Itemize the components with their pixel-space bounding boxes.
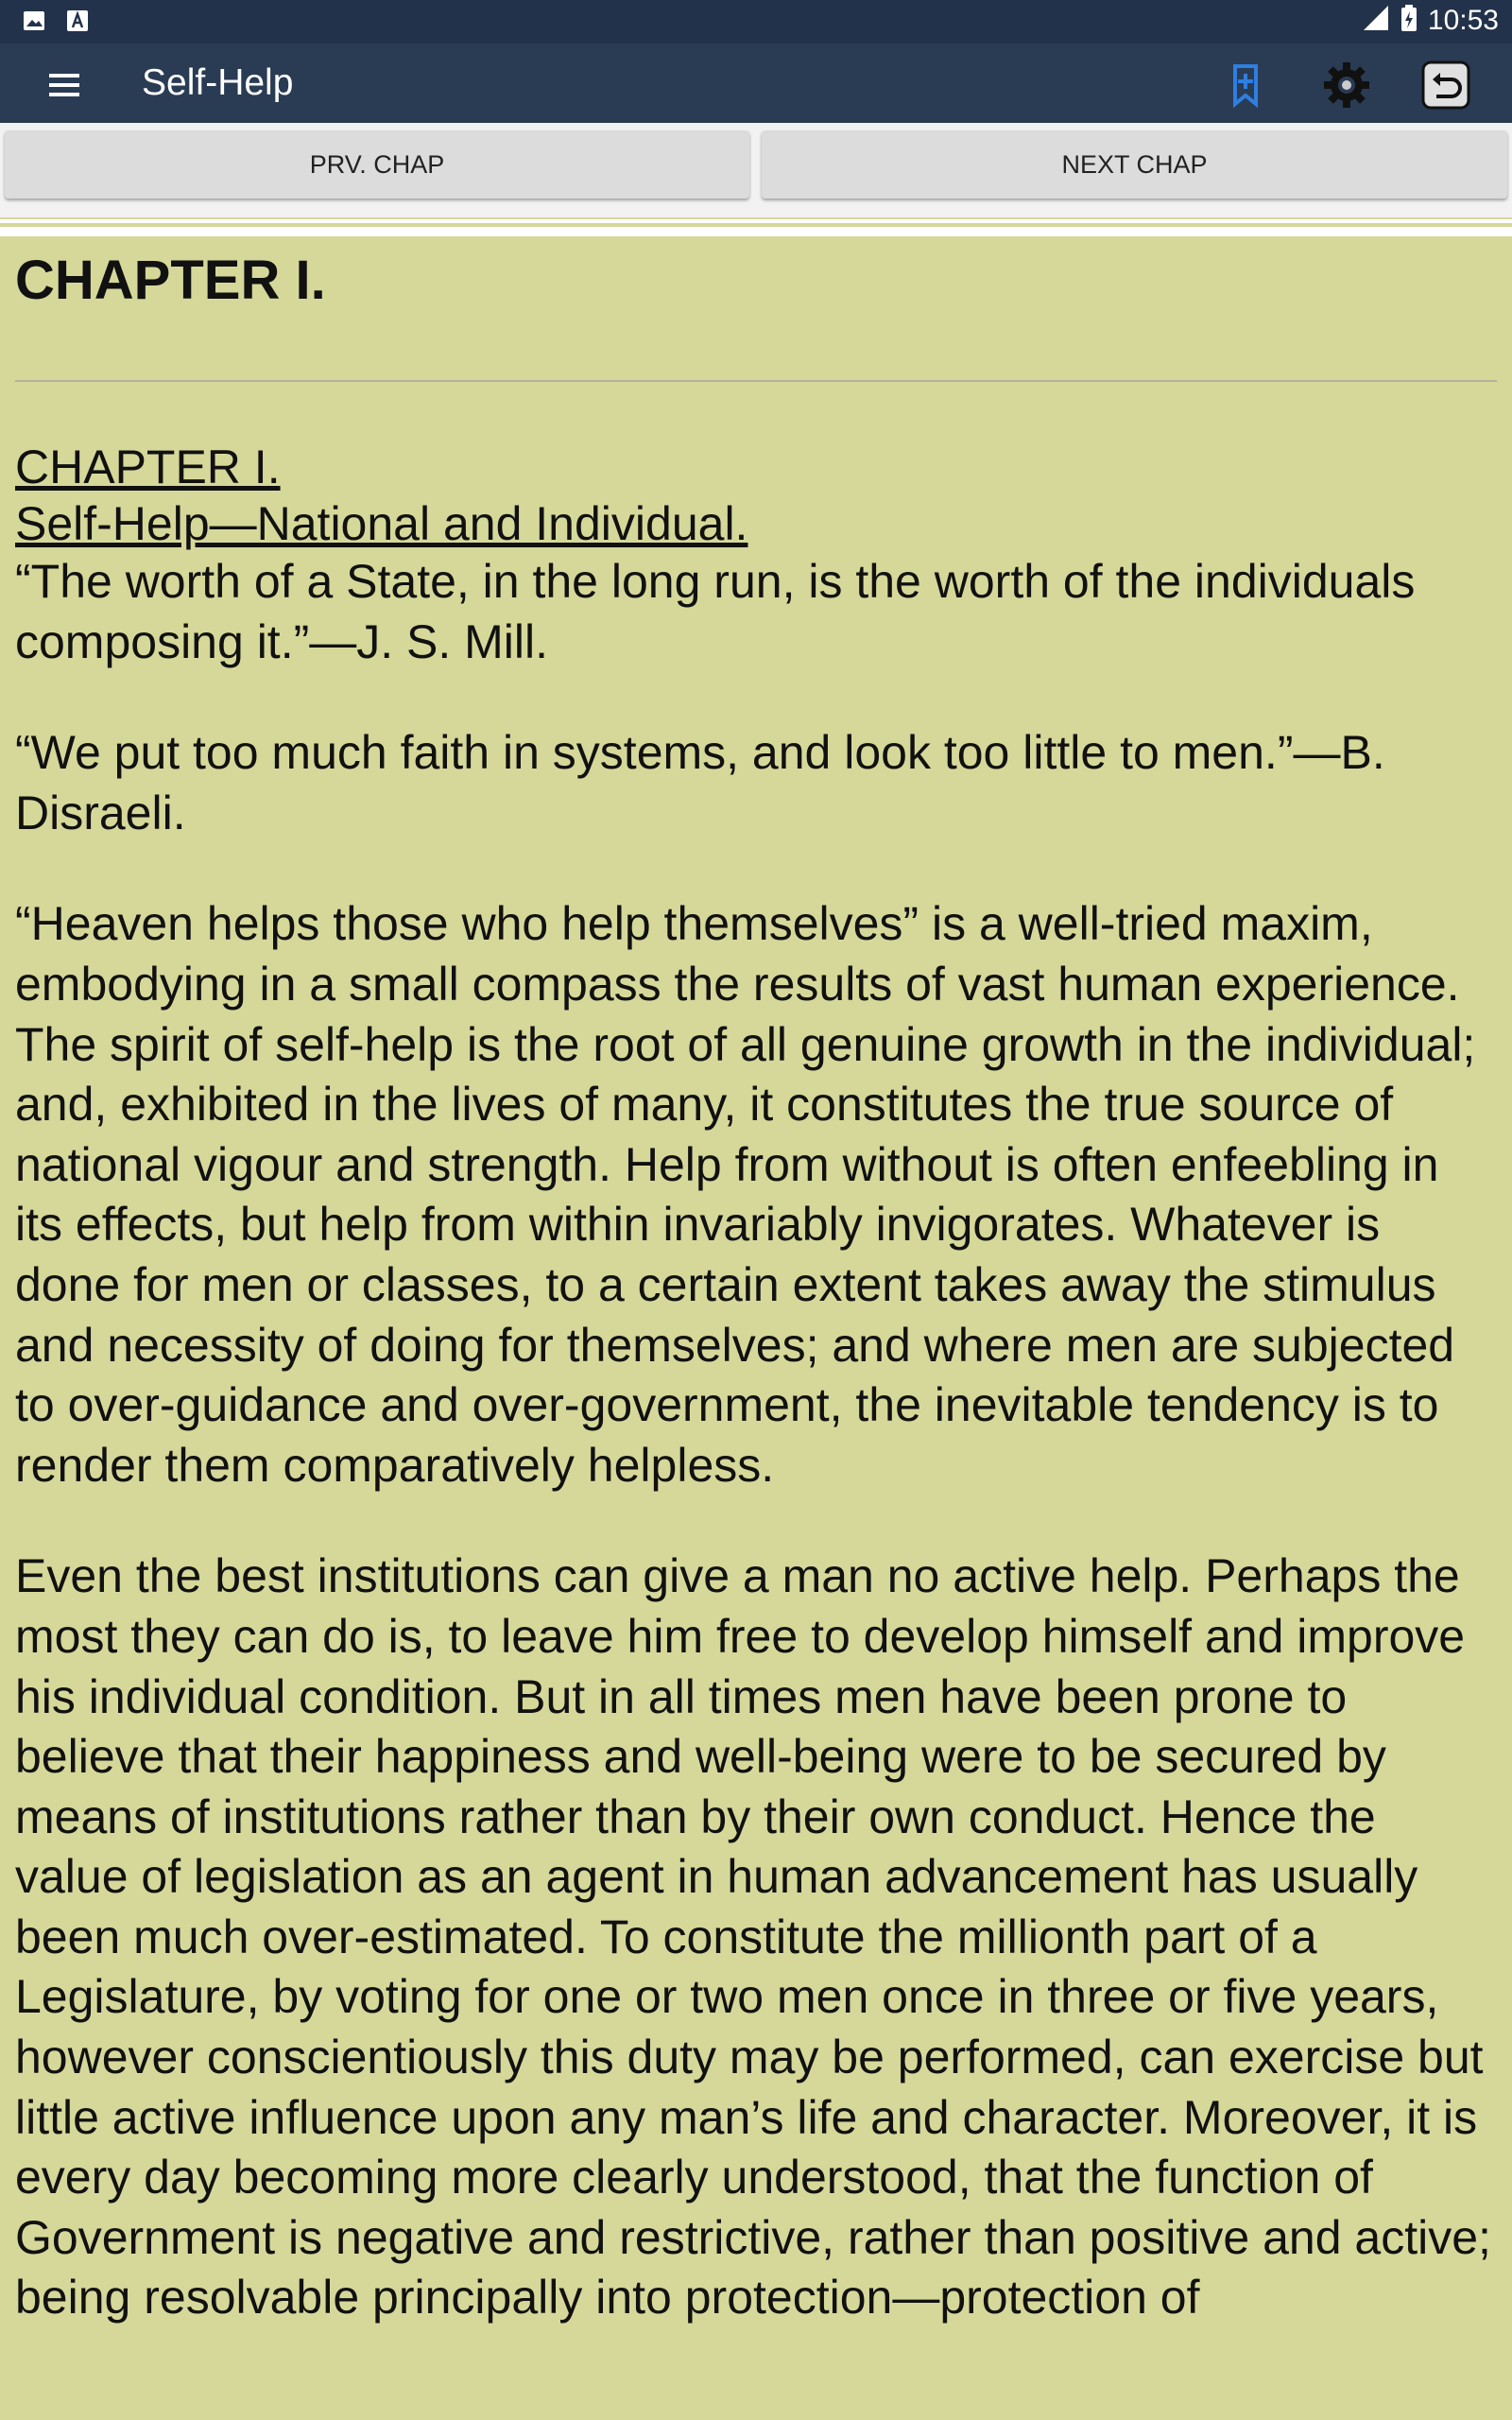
chapter-subheading: CHAPTER I.	[15, 441, 281, 493]
next-chapter-button[interactable]: NEXT CHAP	[762, 130, 1507, 199]
app-toolbar	[0, 43, 1512, 123]
divider	[0, 227, 1512, 236]
chapter-heading: CHAPTER I.	[15, 250, 326, 311]
app-title: Self-Help	[142, 62, 294, 103]
horizontal-rule	[15, 380, 1497, 382]
signal-icon	[1362, 4, 1390, 37]
body-paragraph: “Heaven helps those who help themselves” is a well-tried maxim, embodying in a small compass the results of vast human experience. The spirit of self-help is the root of all genuine growth in the individual; and, exhibited in the lives of many, it constitutes the true source of national vigour and strength. Help from without is often enfeebling in its effects, but help from within invariably invigorates. Whatever is done for men or classes, to a certain extent takes away the stimulus and necessity of doing for themselves; and where men are subjected to over-guidance and over-government, the inevitable tendency is to render them comparatively helpless.	[15, 897, 1476, 1492]
gear-icon[interactable]	[1320, 59, 1373, 112]
epigraph-paragraph: “We put too much faith in systems, and look too little to men.”—B. Disraeli.	[15, 726, 1385, 839]
chapter-content[interactable]	[0, 236, 1512, 2420]
chapter-title-link: Self-Help—National and Individual.	[15, 497, 748, 550]
battery-icon	[1400, 4, 1418, 37]
bookmark-icon[interactable]	[1219, 59, 1272, 112]
menu-icon[interactable]	[38, 64, 91, 106]
body-paragraph: Even the best institutions can give a man no active help. Perhaps the most they can do is, to leave him free to develop himself and improve his individual condition. But in all times men have been prone to believe that their happiness and well-being were to be secured by means of institutions rather than by their own conduct. Hence the value of legislation as an agent in human advancement has usually been much over-estimated. To constitute the millionth part of a Legislature, by voting for one or two men once in three or five years, however conscientiously this duty may be performed, can exercise but little active influence upon any man’s life and character. Moreover, it is every day becoming more clearly understood, that the function of Government is negative and restrictive, rather than positive and active; being resolvable principally into protection—protection of	[15, 1549, 1491, 2325]
prev-chapter-button[interactable]: PRV. CHAP	[5, 130, 749, 199]
epigraph-paragraph: “The worth of a State, in the long run, is the worth of the individuals composing it.”—J. S. Mill.	[15, 555, 1416, 668]
image-icon	[23, 9, 45, 32]
a-icon	[66, 9, 89, 32]
return-icon[interactable]	[1419, 59, 1472, 112]
chapter-nav	[0, 123, 1512, 217]
divider	[0, 219, 1512, 223]
status-bar	[0, 0, 1512, 43]
status-time: 10:53	[1427, 4, 1499, 36]
